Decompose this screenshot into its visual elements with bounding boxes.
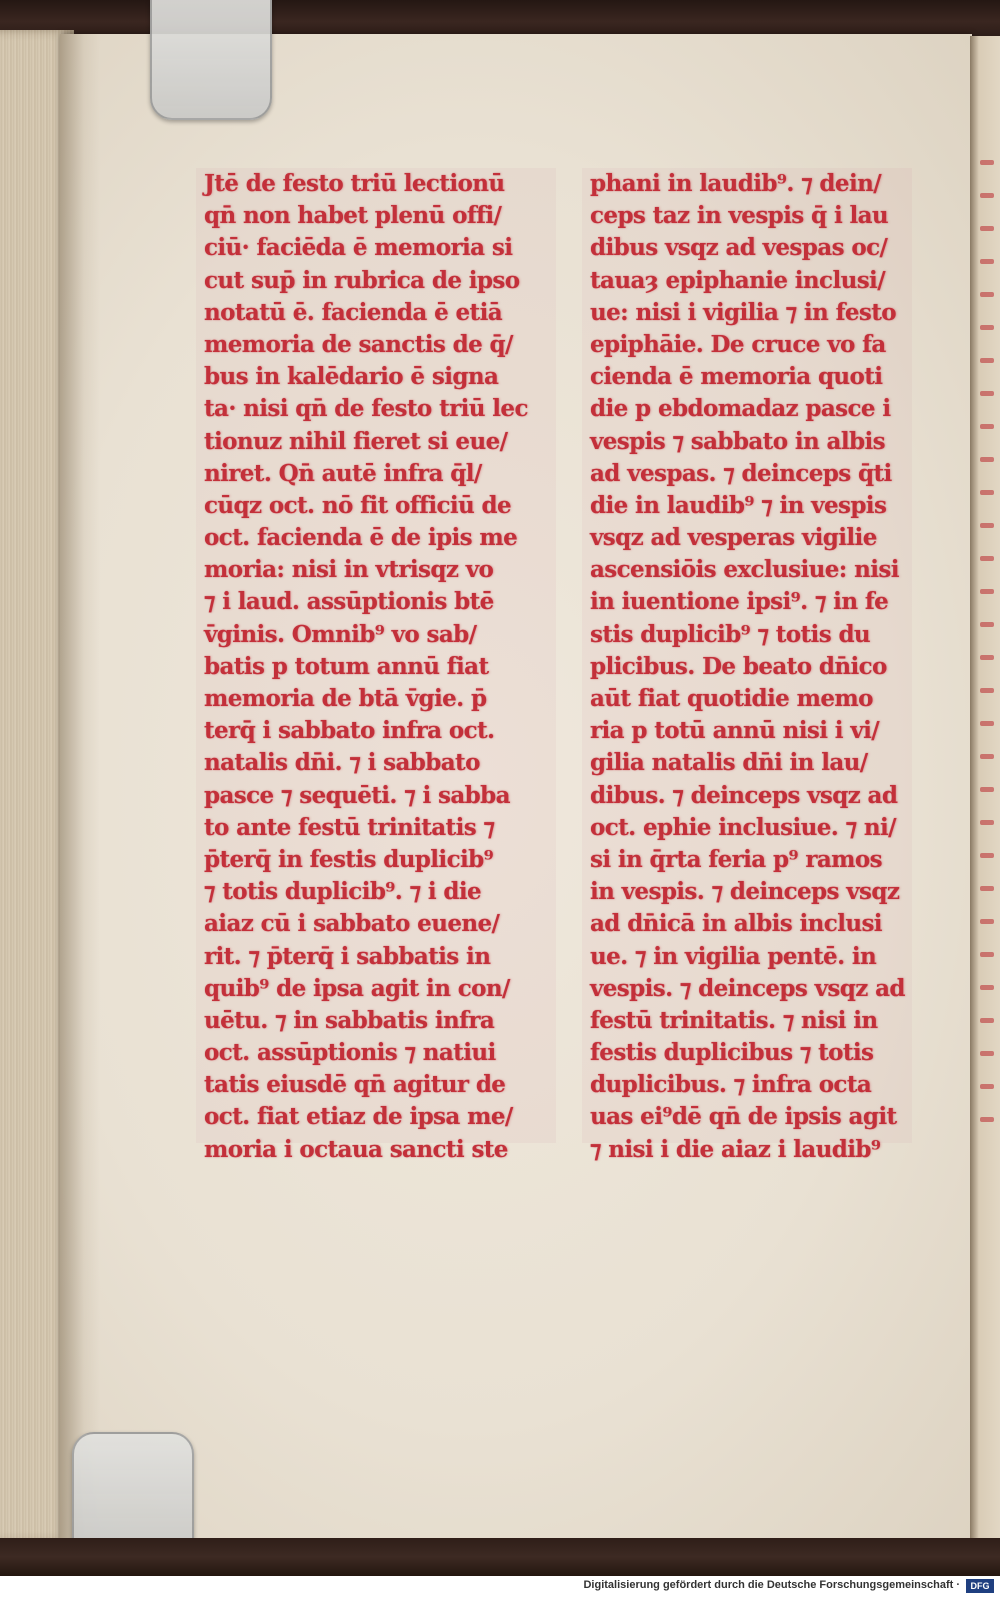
- text-line: ascensiōis exclusiue: nisi: [590, 556, 899, 584]
- text-line: in vespis. ⁊ deinceps vsqz: [590, 878, 900, 906]
- text-line: moria: nisi in vtrisqz vo: [204, 556, 494, 584]
- text-line: natalis dn̄i. ⁊ i sabbato: [204, 749, 480, 777]
- text-line: tionuz nihil fieret si eue/: [204, 427, 508, 455]
- text-line: quib⁹ de ipsa agit in con/: [204, 974, 510, 1002]
- text-line: batis p totum annū fiat: [204, 652, 489, 680]
- bottom-page-clamp: [72, 1432, 194, 1554]
- text-line: vsqz ad vesperas vigilie: [590, 524, 877, 552]
- text-line: si in q̄rta feria p⁹ ramos: [590, 845, 882, 873]
- text-line: tauaȝ epiphanie inclusi/: [590, 266, 885, 294]
- book-cover-bottom-edge: [0, 1538, 1000, 1576]
- text-line: moria i octaua sancti ste: [204, 1135, 508, 1163]
- text-line: terq̄ i sabbato infra oct.: [204, 717, 495, 745]
- top-page-clamp: [150, 0, 272, 120]
- text-line: aiaz cū i sabbato euene/: [204, 910, 500, 938]
- text-line: to ante festū trinitatis ⁊: [204, 813, 495, 841]
- text-line: memoria de btā v̄gie. p̄: [204, 685, 487, 712]
- text-line: in iuentione ipsi⁹. ⁊ in fe: [590, 588, 889, 616]
- text-line: rit. ⁊ p̄terq̄ i sabbatis in: [204, 942, 491, 970]
- text-line: ad dn̄icā in albis inclusi: [590, 910, 882, 938]
- text-line: plicibus. De beato dn̄ico: [590, 652, 887, 680]
- text-line: die p ebdomadaz pasce i: [590, 395, 891, 423]
- text-line: p̄terq̄ in festis duplicib⁹: [204, 845, 494, 873]
- text-line: uas ei⁹dē qn̄ de ipsis agit: [590, 1103, 897, 1131]
- text-line: uētu. ⁊ in sabbatis infra: [204, 1006, 495, 1034]
- dfg-logo: DFG: [966, 1579, 994, 1593]
- text-line: qn̄ non habet plenū offi/: [204, 202, 502, 230]
- text-line: Jtē de festo triū lectionū: [204, 170, 505, 197]
- text-line: cut sup̄ in rubrica de ipso: [204, 266, 520, 294]
- text-line: ue. ⁊ in vigilia pentē. in: [590, 942, 877, 970]
- text-line: ue: nisi i vigilia ⁊ in festo: [590, 298, 897, 326]
- text-line: ceps taz in vespis q̄ i lau: [590, 202, 889, 230]
- text-line: ria p totū annū nisi i vi/: [590, 717, 880, 745]
- next-page-rubric-marks: [978, 160, 998, 1160]
- text-line: ad vespas. ⁊ deinceps q̄ti: [590, 459, 892, 487]
- text-line: gilia natalis dn̄i in lau/: [590, 749, 868, 777]
- text-line: aūt fiat quotidie memo: [590, 685, 873, 712]
- text-line: v̄ginis. Omnib⁹ vo sab/: [204, 620, 477, 648]
- text-line: oct. facienda ē de ipis me: [204, 524, 518, 552]
- text-line: die in laudib⁹ ⁊ in vespis: [590, 491, 887, 519]
- text-line: pasce ⁊ sequēti. ⁊ i sabba: [204, 781, 510, 809]
- text-line: oct. fiat etiaz de ipsa me/: [204, 1103, 513, 1131]
- text-line: cienda ē memoria quoti: [590, 363, 883, 391]
- text-line: cūqz oct. nō fit officiū de: [204, 491, 512, 519]
- right-text-column: [590, 168, 920, 1166]
- text-line: vespis ⁊ sabbato in albis: [590, 427, 885, 455]
- text-line: ⁊ i laud. assūptionis btē: [204, 588, 494, 616]
- text-line: dibus vsqz ad vespas oc/: [590, 234, 888, 262]
- text-line: oct. assūptionis ⁊ natiui: [204, 1039, 496, 1067]
- text-line: festis duplicibus ⁊ totis: [590, 1039, 874, 1067]
- text-line: ta· nisi qn̄ de festo triū lec: [204, 395, 528, 423]
- text-line: phani in laudib⁹. ⁊ dein/: [590, 170, 882, 197]
- funding-notice: Digitalisierung gefördert durch die Deutsche Forschungsgemeinschaft ·: [583, 1579, 960, 1591]
- text-line: vespis. ⁊ deinceps vsqz ad: [590, 974, 905, 1002]
- text-line: epiphāie. De cruce vo fa: [590, 330, 886, 358]
- text-line: niret. Qn̄ autē infra q̄l/: [204, 459, 482, 487]
- text-line: bus in kalēdario ē signa: [204, 363, 499, 391]
- page-gutter-shadow: [60, 34, 100, 1540]
- text-line: ⁊ nisi i die aiaz i laudib⁹: [590, 1135, 881, 1163]
- text-line: stis duplicib⁹ ⁊ totis du: [590, 620, 871, 648]
- text-line: duplicibus. ⁊ infra octa: [590, 1071, 872, 1099]
- left-text-column: [204, 168, 556, 1166]
- text-line: memoria de sanctis de q̄/: [204, 330, 513, 358]
- text-line: oct. ephie inclusiue. ⁊ ni/: [590, 813, 896, 841]
- funding-footer: [0, 1576, 1000, 1597]
- text-line: festū trinitatis. ⁊ nisi in: [590, 1006, 878, 1034]
- text-line: tatis eiusdē qn̄ agitur de: [204, 1071, 506, 1099]
- text-line: ciū· faciēda ē memoria si: [204, 234, 513, 262]
- text-line: notatū ē. facienda ē etiā: [204, 298, 503, 326]
- text-line: dibus. ⁊ deinceps vsqz ad: [590, 781, 898, 809]
- text-line: ⁊ totis duplicib⁹. ⁊ i die: [204, 878, 482, 906]
